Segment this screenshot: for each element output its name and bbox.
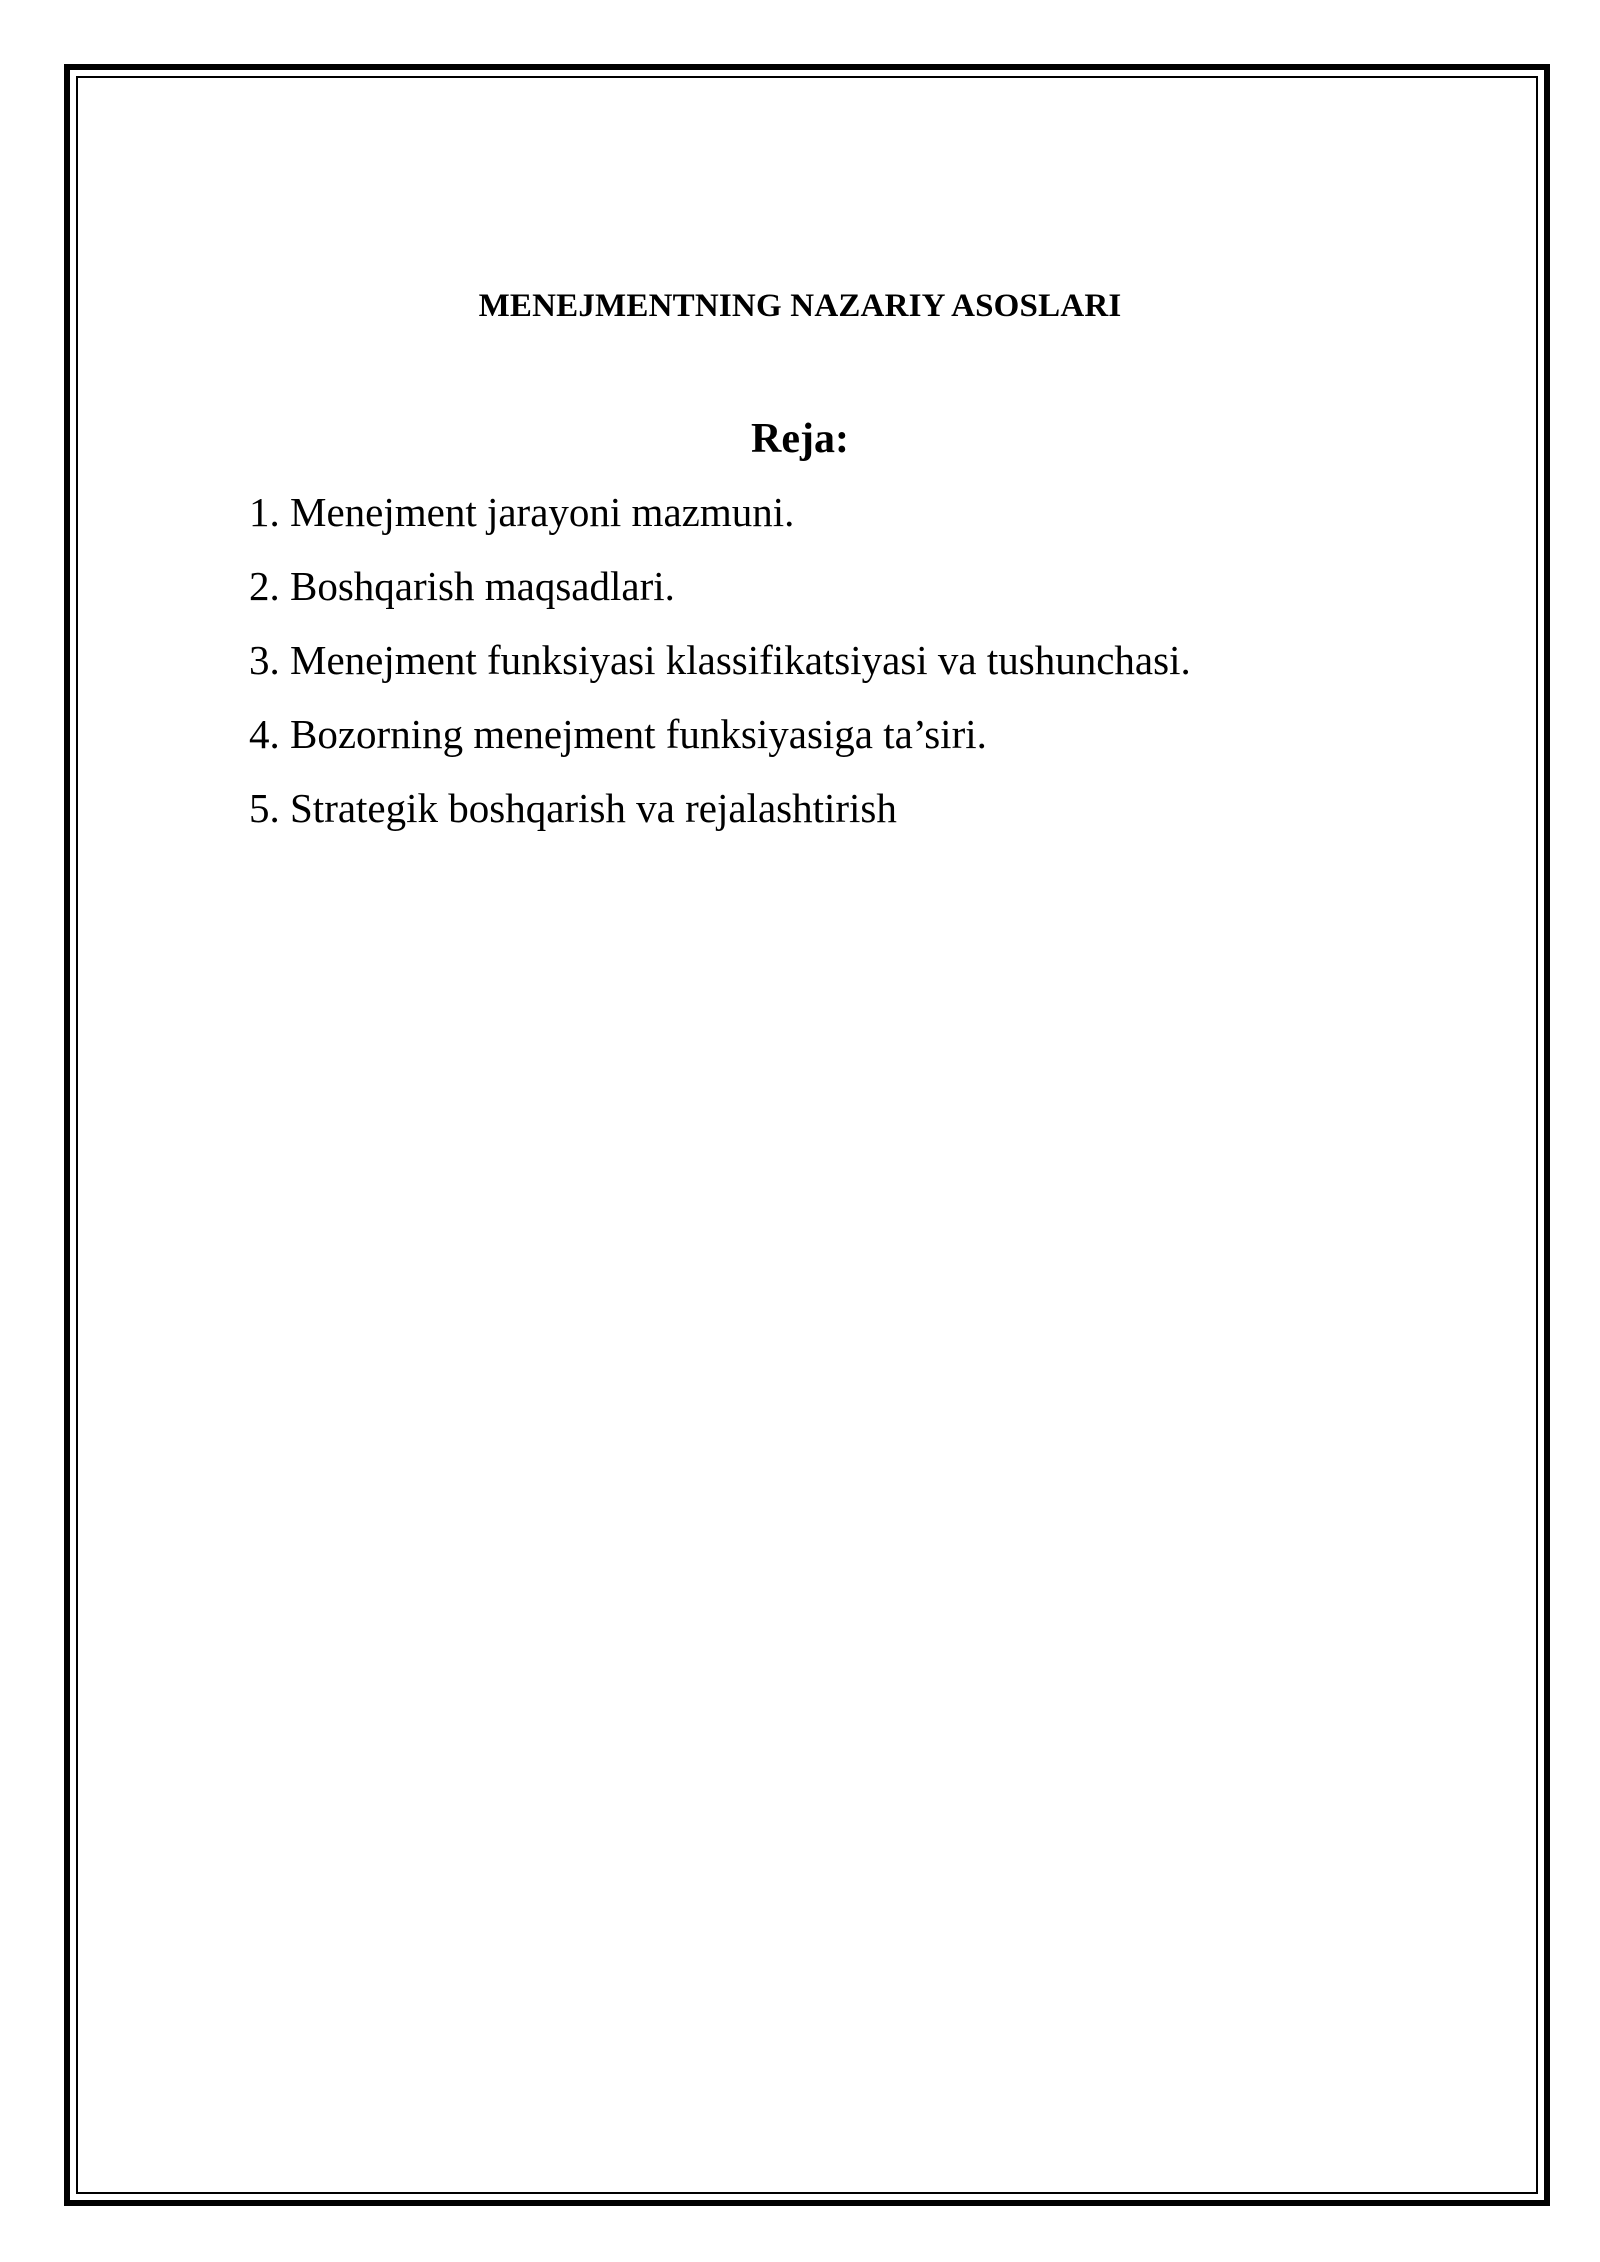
page-border-inner-line	[76, 76, 1538, 2194]
plan-list	[249, 484, 1191, 854]
document-title: MENEJMENTNING NAZARIY ASOSLARI	[478, 288, 1122, 324]
plan-item-3: 3. Menejment funksiyasi klassifikatsiyasi va tushunchasi.	[249, 637, 1191, 683]
plan-item-5: 5. Strategik boshqarish va rejalashtirish	[249, 785, 897, 831]
plan-item-1: 1. Menejment jarayoni mazmuni.	[249, 489, 795, 535]
plan-item-4: 4. Bozorning menejment funksiyasiga ta’siri.	[249, 711, 987, 757]
plan-heading: Reja:	[751, 416, 849, 462]
plan-item-2: 2. Boshqarish maqsadlari.	[249, 563, 675, 609]
page-border	[64, 64, 1550, 2206]
